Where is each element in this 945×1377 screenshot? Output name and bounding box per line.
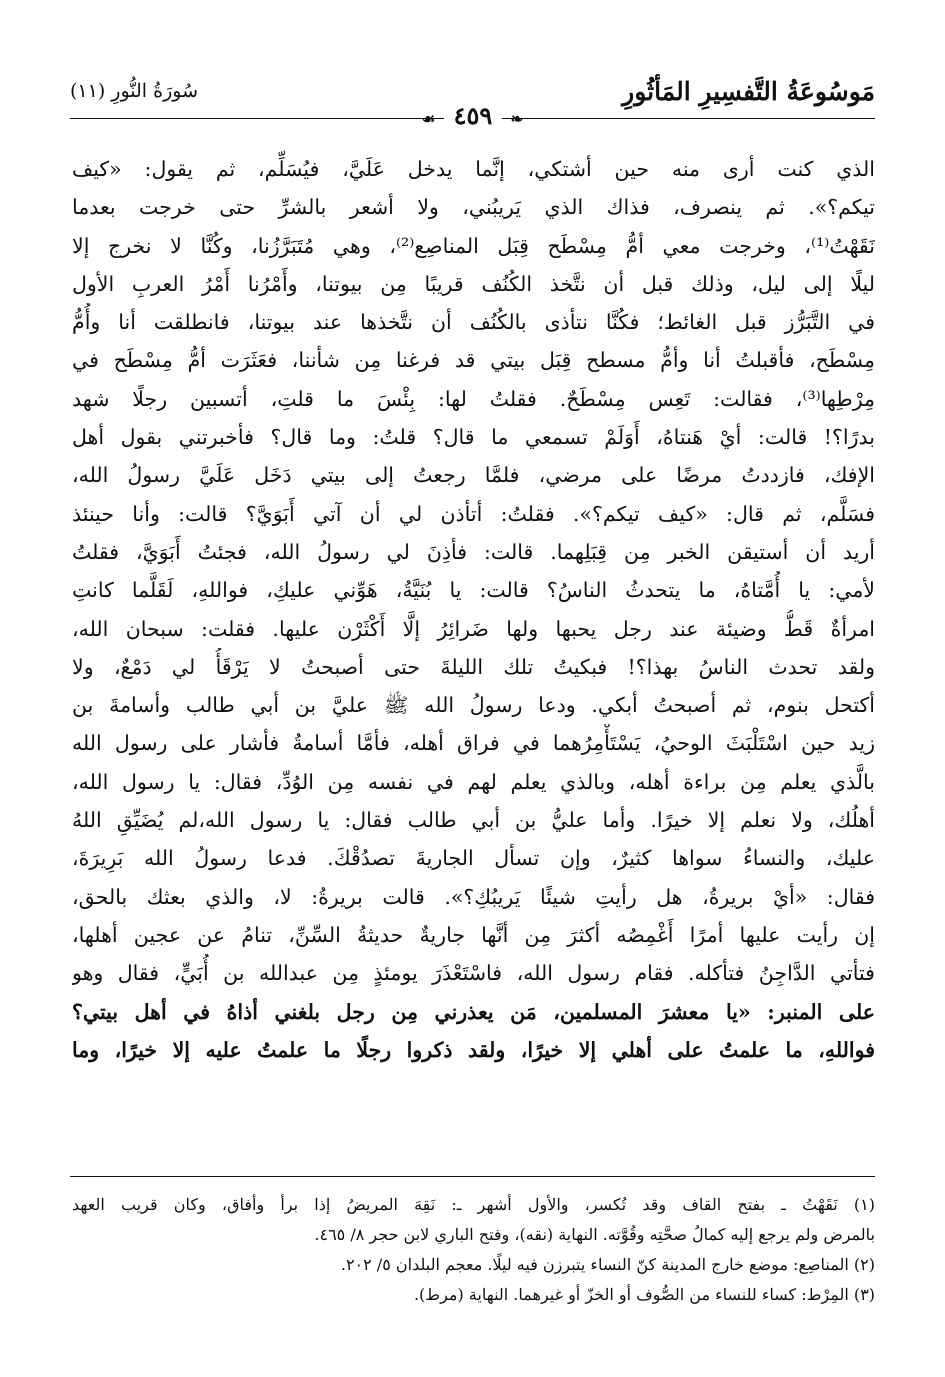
surah-label: سُورَةُ النُّورِ (١١): [70, 80, 198, 102]
text-line: الإفك، فازددتُ مرضًا على مرضي، فلمَّا رجعتُ إلى بيتي دَخَل عَلَيَّ رسولُ الله،: [72, 463, 875, 488]
ornament-icon: ☙: [421, 110, 436, 128]
text-line: بالَّذي يعلم مِن براءة أهله، وبالذي يعلم لهم في نفسه مِن الوُدِّ، فقال: يا رسول الله،: [72, 769, 875, 794]
text-line: لأمي: يا أُمَّتاهُ، ما يتحدثُ الناسُ؟ قالت: يا بُنَيَّةُ، هَوِّني عليكِ، فواللهِ، لَقَلَّما كانتِ: [72, 578, 875, 603]
text-line: بدرًا؟! قالت: أيْ هَنتاهُ، أَوَلَمْ تسمعي ما قال؟ قلتُ: وما قال؟ فأخبرتني بقول أهل: [72, 425, 875, 450]
text-line: أكتحل بنوم، ثم أصبحتُ أبكي. ودعا رسولُ الله ﷺ عليَّ بن أبي طالب وأسامةَ بن: [72, 693, 875, 718]
text-line: زيد حين اسْتَلْبَثَ الوحيُ، يَسْتَأْمِرُهما في فراق أهله، فأمَّا أسامةُ فأشار على رسول الله: [72, 731, 875, 756]
text-line: نَقَهْتُ⁽¹⁾، وخرجت معي أمُّ مِسْطَح قِبَل المناصِع⁽²⁾، وهي مُتَبَرَّزُنا، وكُنَّا لا نخرج إلا: [72, 233, 875, 258]
text-line: فقال: «أيْ بريرةُ، هل رأيتِ شيئًا يَريبُكِ؟». قالت بريرةُ: لا، والذي بعثك بالحق،: [72, 884, 875, 909]
text-line: على المنبر: «يا معشرَ المسلمين، مَن يعذرني مِن رجل بلغني أذاهُ في أهل بيتي؟: [72, 999, 875, 1024]
text-line: أهلُك، ولا نعلم إلا خيرًا. وأما عليُّ بن أبي طالب فقال: يا رسول الله،لم يُضَيِّقِ اللهُ: [72, 808, 875, 833]
book-title: مَوسُوعَةُ التَّفسِيرِ المَأثُورِ: [622, 76, 875, 106]
text-line: فسَلَّم، ثم قال: «كيف تيكم؟». فقلتُ: أتأذن لي أن آتي أَبَوَيَّ؟ قالت: وأنا حينئذ: [72, 501, 875, 526]
footnote-line: بالمرض ولم يرجع إليه كمالُ صحَّتِه وقُوَّته. النهاية (نقه)، وفتح الباري لابن حجر ٨/ ٤٦٥.: [314, 1225, 875, 1244]
text-line: في التَّبَرُّز قبل الغائط؛ فكُنَّا نتأذى بالكُنُف أن نتَّخذها عند بيوتنا، فانطلقت أنا وأُمُّ: [72, 310, 875, 335]
footnotes: [72, 1190, 875, 1310]
footnote-line: (٢) المناصِع: موضع خارج المدينة كنّ النساء يتبرزن فيه ليلًا. معجم البلدان ٥/ ٢٠٢.: [340, 1255, 875, 1274]
text-line: ليلًا إلى ليل، وذلك قبل أن نتَّخذ الكُنُف قريبًا مِن بيوتنا، وأَمْرُنا أَمْرُ العربِ الأول: [72, 271, 875, 296]
footnote-line: (١) نَقَهْتُ ـ بفتح القاف وقد تُكسر، والأول أشهر ـ: نَقِهَ المريضُ إذا برأ وأفاق، وكان قريب العهد: [72, 1195, 875, 1214]
text-line: تيكم؟». ثم ينصرف، فذاك الذي يَريبُني، ولا أشعر بالشرِّ حتى خرجت بعدما: [72, 195, 875, 220]
main-text: [72, 150, 875, 1069]
text-line: امرأةٌ قَطُّ وضيئة عند رجل يحبها ولها ضَرائِرُ إلَّا أَكْثَرْن عليها. فقلت: سبحان الله،: [72, 616, 875, 641]
text-line: فتأتي الدَّاجِنُ فتأكله. فقام رسول الله، فاسْتَعْذَرَ يومئذٍ مِن عبدالله بن أُبَيٍّ، فقال وهو: [72, 961, 875, 986]
page-number: ٤٥٩: [444, 101, 503, 130]
text-line: فواللهِ، ما علمتُ على أهلي إلا خيرًا، ولقد ذكروا رجلًا ما علمتُ عليه إلا خيرًا، وما: [72, 1037, 875, 1062]
text-line: عليك، والنساءُ سواها كثيرٌ، وإن تسأل الجاريةَ تصدُقْكَ. فدعا رسولُ الله بَرِيرَةَ،: [72, 846, 875, 871]
text-line: الذي كنت أرى منه حين أشتكي، إنَّما يدخل عَلَيَّ، فيُسَلِّم، ثم يقول: «كيف: [72, 157, 875, 181]
footnote-rule: [70, 1176, 875, 1177]
text-line: ولقد تحدث الناسُ بهذا؟! فبكيتُ تلك الليلةَ حتى أصبحتُ لا يَرْقَأُ لي دَمْعٌ، ولا: [72, 654, 875, 679]
text-line: أريد أن أستيقن الخبر مِن قِبَلِهما. قالت: فأذِنَ لي رسولُ الله، فجئتُ أَبَوَيَّ، فقلتُ: [72, 539, 875, 564]
text-line: مِرْطِها⁽³⁾، فقالت: تَعِس مِسْطَحٌ. فقلتُ لها: بِئْسَ ما قلتِ، أتسبين رجلًا شهد: [72, 386, 875, 411]
text-line: مِسْطَح، فأقبلتُ أنا وأمُّ مسطح قِبَل بيتي قد فرغنا مِن شأننا، فعَثَرَت أمُّ مِسْطَح في: [72, 348, 875, 373]
ornament-icon: ❧: [510, 110, 524, 128]
footnote-line: (٣) المِرْط: كساء للنساء من الصُّوف أو الخزّ أو غيرهما. النهاية (مرط).: [413, 1285, 875, 1304]
page-number-row: [0, 101, 945, 130]
text-line: إن رأيت عليها أمرًا أَغْمِصُه أكثرَ مِن أنَّها جاريةٌ حديثةُ السِّنِّ، تنامُ عن عجين أهلها،: [72, 922, 875, 947]
